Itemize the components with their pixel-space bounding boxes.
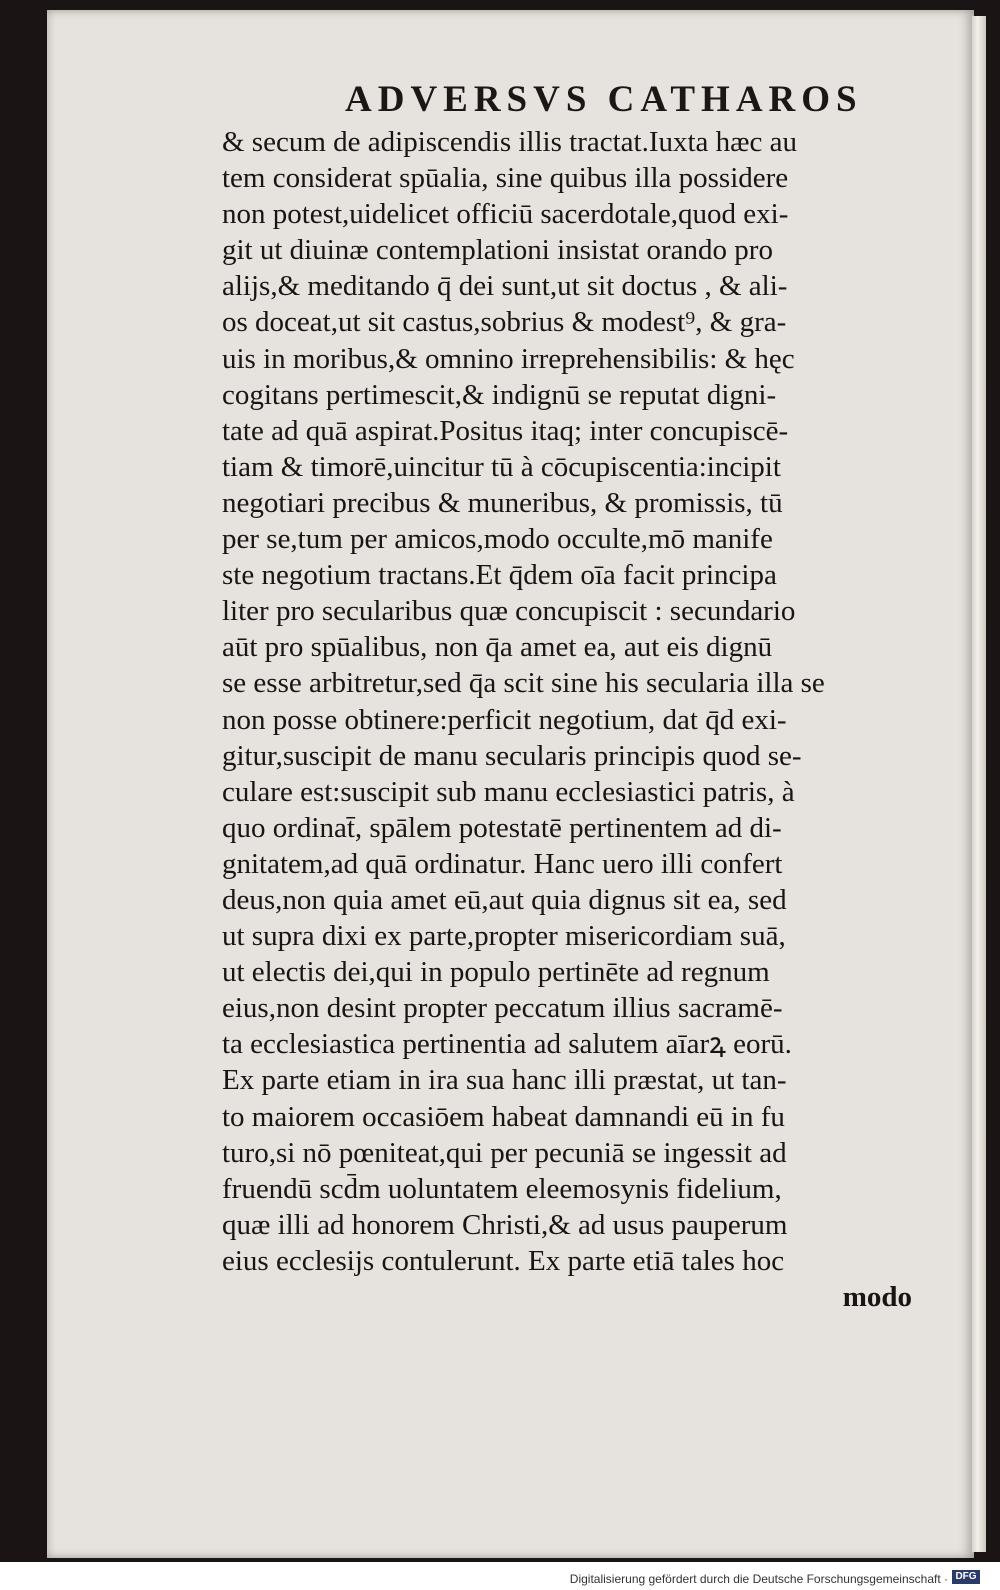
text-line: Ex parte etiam in ira sua hanc illi præstat, ut tan- <box>222 1064 787 1097</box>
text-line: & secum de adipiscendis illis tractat.Iuxta hæc au <box>222 126 798 158</box>
text-line: fruendū scd̄m uoluntatem eleemosynis fidelium, <box>222 1172 782 1205</box>
text-line: to maiorem occasiōem habeat damnandi eū in fu <box>222 1100 785 1133</box>
running-header: ADVERSVS CATHAROS <box>345 79 863 120</box>
text-line: git ut diuinæ contemplationi insistat orando pro <box>222 234 773 267</box>
text-line: ut electis dei,qui in populo pertinēte ad regnum <box>222 956 770 989</box>
text-line: tate ad quā aspirat.Positus itaq; inter concupiscē- <box>222 414 789 447</box>
text-line: culare est:suscipit sub manu ecclesiastici patris, à <box>222 775 795 808</box>
text-line: eius ecclesijs contulerunt. Ex parte etiā tales hoc <box>222 1244 785 1277</box>
text-line: non posse obtinere:perficit negotium, dat q̄d exi- <box>222 703 787 736</box>
text-line: gitur,suscipit de manu secularis principis quod se- <box>222 739 802 772</box>
text-line: per se,tum per amicos,modo occulte,mō manife <box>222 523 773 556</box>
text-line: tiam & timorē,uincitur tū à cōcupiscentia:incipit <box>222 450 781 483</box>
text-line: uis in moribus,& omnino irreprehensibilis: & hęc <box>222 342 795 375</box>
page-edge <box>972 16 986 1552</box>
footer-credit: Digitalisierung gefördert durch die Deutsche Forschungsgemeinschaft · <box>569 1572 948 1586</box>
text-line: ste negotium tractans.Et q̄dem oīa facit principa <box>222 559 777 592</box>
text-line: ut supra dixi ex parte,propter misericordiam suā, <box>222 920 786 953</box>
text-line: deus,non quia amet eū,aut quia dignus sit ea, sed <box>222 883 787 916</box>
text-line: negotiari precibus & muneribus, & promissis, tū <box>222 486 783 519</box>
dfg-logo: DFG <box>952 1570 980 1584</box>
text-line: cogitans pertimescit,& indignū se reputat digni- <box>222 378 777 411</box>
text-line: non potest,uidelicet officiū sacerdotale,quod exi- <box>222 198 789 231</box>
text-line: alijs,& meditando q̄ dei sunt,ut sit doctus , & ali- <box>222 270 788 303</box>
text-line: turo,si nō pœniteat,qui per pecuniā se ingessit ad <box>222 1136 787 1169</box>
text-line: aūt pro spūalibus, non q̄a amet ea, aut eis dignū <box>222 631 773 664</box>
body-text <box>222 124 912 1315</box>
text-line: quo ordinat̄, spālem potestatē pertinentem ad di- <box>222 811 782 844</box>
text-line: eius,non desint propter peccatum illius sacramē- <box>222 992 783 1025</box>
text-line: ta ecclesiastica pertinentia ad salutem aīarꝝ eorū. <box>222 1028 792 1061</box>
catchword: modo <box>842 1281 912 1313</box>
text-line: gnitatem,ad quā ordinatur. Hanc uero illi confert <box>222 847 783 880</box>
text-line: os doceat,ut sit castus,sobrius & modest⁹, & gra- <box>222 306 787 339</box>
text-line: se esse arbitretur,sed q̄a scit sine his secularia illa se <box>222 667 825 700</box>
text-line: liter pro secularibus quæ concupiscit : secundario <box>222 595 796 628</box>
text-line: tem considerat spūalia, sine quibus illa possidere <box>222 162 789 195</box>
text-line: quæ illi ad honorem Christi,& ad usus pauperum <box>222 1208 788 1241</box>
